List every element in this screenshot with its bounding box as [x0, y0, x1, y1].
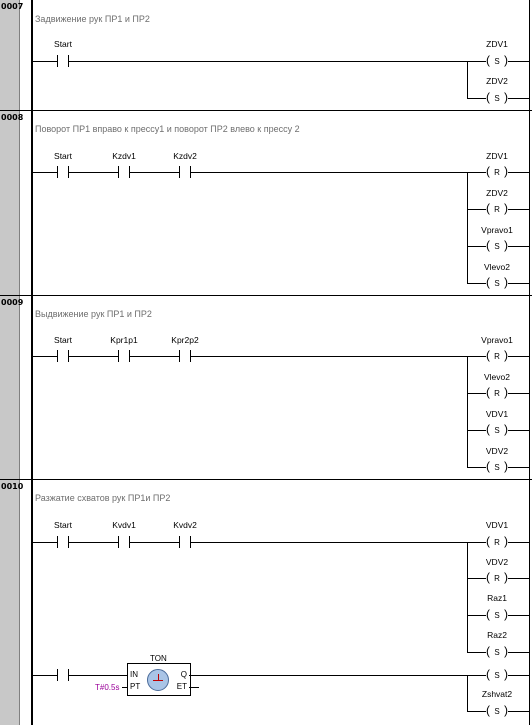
coil-label: ZDV1: [486, 151, 508, 161]
coil-label: Zshvat2: [481, 689, 513, 699]
network-comment[interactable]: Поворот ПР1 вправо к прессу1 и поворот ПР2 влево к прессу 2: [35, 124, 300, 134]
wire: [69, 542, 119, 543]
timer-in-pin: IN: [130, 670, 138, 679]
contact-label: Start: [54, 520, 72, 530]
coil-label: ZDV1: [486, 39, 508, 49]
coil-type: S: [494, 57, 500, 66]
contact-label: Kvdv2: [173, 520, 197, 530]
network-number: 0007: [1, 2, 24, 11]
network-comment[interactable]: Разжатие схватов рук ПР1и ПР2: [35, 493, 171, 503]
contact-label: Start: [54, 39, 72, 49]
wire: [33, 675, 58, 676]
reset-coil-icon[interactable]: ( R ): [486, 201, 508, 215]
wire: [122, 687, 128, 688]
coil-type: S: [494, 426, 500, 435]
branch-wire: [467, 61, 468, 99]
no-contact-icon[interactable]: [57, 536, 69, 548]
branch-wire: [467, 172, 468, 283]
no-contact-icon[interactable]: [179, 536, 191, 548]
timer-pt-pin: PT: [130, 682, 141, 691]
coil-type: S: [494, 707, 500, 716]
wire: [69, 356, 119, 357]
left-power-rail: [31, 0, 33, 725]
reset-coil-icon[interactable]: ( R ): [486, 570, 508, 584]
set-coil-icon[interactable]: ( S ): [486, 275, 508, 289]
coil-type: R: [494, 389, 500, 398]
coil-label: ZDV2: [486, 76, 508, 86]
coil-label: Vlevo2: [484, 372, 510, 382]
coil-label: VDV1: [485, 520, 509, 530]
coil-type: S: [494, 463, 500, 472]
coil-label: Raz1: [487, 593, 507, 603]
branch-wire: [467, 675, 468, 711]
set-coil-icon[interactable]: ( S ): [486, 607, 508, 621]
coil-label: Raz2: [487, 630, 507, 640]
contact-label: Start: [54, 151, 72, 161]
network-comment[interactable]: Задвижение рук ПР1 и ПР2: [35, 14, 150, 24]
wire: [69, 675, 128, 676]
coil-type: S: [494, 611, 500, 620]
coil-type: R: [494, 352, 500, 361]
wire: [33, 356, 58, 357]
coil-type: S: [494, 671, 500, 680]
wire: [189, 675, 467, 676]
network-number: 0010: [1, 482, 24, 491]
set-coil-icon[interactable]: ( S ): [486, 53, 508, 67]
no-contact-icon[interactable]: [57, 350, 69, 362]
contact-label: Kpr1p1: [110, 335, 138, 345]
network-comment[interactable]: Выдвижение рук ПР1 и ПР2: [35, 309, 152, 319]
reset-coil-icon[interactable]: ( R ): [486, 348, 508, 362]
set-coil-icon[interactable]: ( S ): [486, 422, 508, 436]
wire: [69, 172, 119, 173]
network-number: 0008: [1, 113, 24, 122]
no-contact-icon[interactable]: [118, 166, 130, 178]
coil-type: S: [494, 279, 500, 288]
wire: [33, 172, 58, 173]
timer-name: TON: [150, 654, 167, 663]
timer-clock-icon: [147, 669, 169, 691]
ton-timer-block[interactable]: [127, 654, 191, 696]
set-coil-icon[interactable]: ( S ): [486, 459, 508, 473]
coil-type: S: [494, 94, 500, 103]
wire: [130, 356, 180, 357]
branch-wire: [467, 542, 468, 652]
coil-label: Vlevo2: [484, 262, 510, 272]
coil-label: Vpravo1: [481, 335, 513, 345]
no-contact-icon[interactable]: [57, 669, 69, 681]
wire: [130, 172, 180, 173]
set-coil-icon[interactable]: ( S ): [486, 90, 508, 104]
branch-wire: [467, 356, 468, 467]
no-contact-icon[interactable]: [118, 350, 130, 362]
reset-coil-icon[interactable]: ( R ): [486, 164, 508, 178]
wire: [189, 687, 199, 688]
coil-type: R: [494, 168, 500, 177]
contact-label: Kzdv1: [112, 151, 136, 161]
wire: [33, 61, 58, 62]
set-coil-icon[interactable]: ( S ): [486, 703, 508, 717]
timer-preset-value[interactable]: T#0.5s: [95, 683, 120, 692]
timer-q-pin: Q: [180, 670, 187, 679]
no-contact-icon[interactable]: [57, 55, 69, 67]
coil-label: VDV1: [485, 409, 509, 419]
no-contact-icon[interactable]: [57, 166, 69, 178]
right-edge-line: [529, 0, 530, 725]
network-number-gutter: [0, 0, 20, 725]
network-separator: [0, 295, 532, 296]
wire: [69, 61, 467, 62]
set-coil-icon[interactable]: ( S ): [486, 644, 508, 658]
network-separator: [0, 479, 532, 480]
contact-label: Kvdv1: [112, 520, 136, 530]
no-contact-icon[interactable]: [179, 166, 191, 178]
timer-et-pin: ET: [176, 682, 187, 691]
no-contact-icon[interactable]: [118, 536, 130, 548]
coil-label: Vpravo1: [481, 225, 513, 235]
reset-coil-icon[interactable]: ( R ): [486, 534, 508, 548]
coil-label: ZDV2: [486, 188, 508, 198]
coil-label: VDV2: [485, 446, 509, 456]
network-number: 0009: [1, 298, 24, 307]
reset-coil-icon[interactable]: ( R ): [486, 385, 508, 399]
contact-label: Start: [54, 335, 72, 345]
coil-type: R: [494, 538, 500, 547]
wire: [191, 172, 467, 173]
coil-type: S: [494, 242, 500, 251]
wire: [191, 542, 467, 543]
contact-label: Kpr2p2: [171, 335, 199, 345]
contact-label: Kzdv2: [173, 151, 197, 161]
wire: [130, 542, 180, 543]
no-contact-icon[interactable]: [179, 350, 191, 362]
coil-label: VDV2: [485, 557, 509, 567]
set-coil-icon[interactable]: ( S ): [486, 667, 508, 681]
network-separator: [0, 110, 532, 111]
coil-type: S: [494, 648, 500, 657]
set-coil-icon[interactable]: ( S ): [486, 238, 508, 252]
wire: [33, 542, 58, 543]
coil-type: R: [494, 205, 500, 214]
coil-type: R: [494, 574, 500, 583]
wire: [191, 356, 467, 357]
